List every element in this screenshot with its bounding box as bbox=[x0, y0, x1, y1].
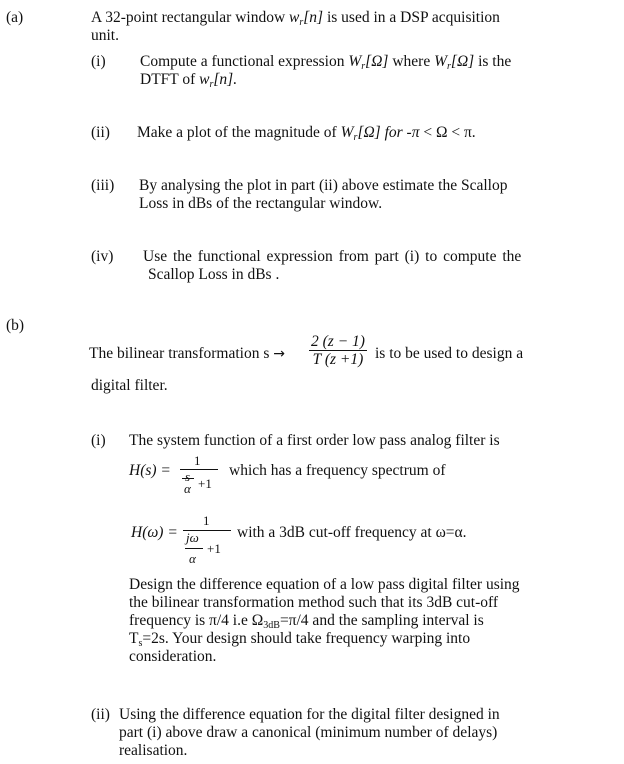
Hw-numerator: 1 bbox=[203, 513, 210, 528]
part-a-intro-line2: unit. bbox=[91, 27, 119, 44]
part-a-item-ii-text bbox=[137, 124, 476, 147]
part-a-intro-line1 bbox=[91, 9, 500, 32]
W-symbol: W bbox=[340, 124, 354, 141]
part-b-item-ii-num: (ii) bbox=[91, 706, 110, 723]
text: where bbox=[388, 53, 435, 70]
Hw-plus: +1 bbox=[207, 541, 221, 556]
Hw-inner-bar bbox=[185, 548, 203, 549]
w-sub: r bbox=[209, 79, 214, 90]
bilinear-line1-pre bbox=[89, 345, 285, 363]
part-a-intro-var: w bbox=[289, 9, 300, 26]
w-var: w bbox=[199, 71, 210, 88]
design-line5: consideration. bbox=[129, 648, 217, 665]
part-a-item-iii-line2: Loss in dBs of the rectangular window. bbox=[139, 195, 383, 212]
text: T bbox=[129, 630, 139, 647]
text: =2s. Your design should take frequency warping into bbox=[142, 630, 471, 647]
Hs-label: H(s) = bbox=[129, 462, 171, 479]
part-a-item-iii-line1: By analysing the plot in part (ii) above estimate the Scallop bbox=[139, 177, 508, 194]
design-line2: the bilinear transformation method such that its 3dB cut-off bbox=[129, 594, 499, 611]
W-sub: r bbox=[353, 132, 358, 143]
Hs-den-top: s bbox=[185, 469, 191, 484]
Hw-label: H(ω) = bbox=[131, 524, 178, 541]
W-sub: r bbox=[361, 61, 366, 72]
W-arg: [Ω] for -π bbox=[357, 124, 420, 141]
Hw-den-top: jω bbox=[186, 530, 199, 545]
Hs-numerator: 1 bbox=[194, 453, 201, 468]
part-a-item-iv-line2: Scallop Loss in dBs . bbox=[148, 266, 280, 283]
Hs-post: which has a frequency spectrum of bbox=[229, 462, 446, 479]
Hw-fraction bbox=[183, 512, 233, 570]
W-arg: [Ω] bbox=[365, 53, 389, 70]
Hs-inner-bar bbox=[182, 478, 194, 479]
part-a-item-i-line2 bbox=[140, 71, 237, 94]
bilinear-numerator: 2 (z − 1) bbox=[311, 333, 365, 350]
part-a-intro-text-post: is used in a DSP acquisition bbox=[323, 9, 500, 26]
w-arg: [n]. bbox=[213, 71, 238, 88]
part-b-label: (b) bbox=[6, 317, 25, 334]
bilinear-line2: digital filter. bbox=[91, 377, 168, 394]
Hs-plus: +1 bbox=[198, 476, 212, 491]
part-a-item-iii-num: (iii) bbox=[91, 177, 115, 194]
part-b-item-i-num: (i) bbox=[91, 432, 106, 449]
text: DTFT of bbox=[140, 71, 200, 88]
Hw-post: with a 3dB cut-off frequency at ω=α. bbox=[237, 524, 467, 541]
bilinear-denominator: T (z +1) bbox=[312, 351, 364, 368]
omega-sub: 3dB bbox=[263, 620, 280, 631]
arrow-icon: → bbox=[273, 346, 285, 362]
text: The bilinear transformation s bbox=[89, 345, 270, 362]
part-a-intro-var-sub: r bbox=[299, 17, 304, 28]
bilinear-line1-post: is to be used to design a bbox=[375, 345, 524, 362]
part-a-item-iv-num: (iv) bbox=[91, 248, 114, 265]
part-b-item-i-line1: The system function of a first order low pass analog filter is bbox=[129, 432, 500, 449]
part-a-item-i-num: (i) bbox=[91, 53, 106, 70]
part-b-item-ii-line3: realisation. bbox=[119, 742, 188, 759]
design-line1: Design the difference equation of a low pass digital filter using bbox=[129, 576, 520, 593]
W-arg: [Ω] bbox=[450, 53, 475, 70]
text: is the bbox=[474, 53, 512, 70]
bilinear-fraction bbox=[309, 333, 367, 368]
W-symbol: W bbox=[348, 53, 362, 70]
text: Compute a functional expression bbox=[140, 53, 349, 70]
text: =π/4 and the sampling interval is bbox=[279, 612, 484, 629]
Hs-fraction bbox=[180, 452, 220, 500]
part-b-item-ii-line2: part (i) above draw a canonical (minimum number of delays) bbox=[119, 724, 498, 741]
part-a-label: (a) bbox=[6, 9, 24, 26]
text: < Ω < π. bbox=[419, 124, 476, 141]
part-a-intro-text: A 32-point rectangular window bbox=[91, 9, 290, 26]
part-a-item-iv-line1: Use the functional expression from part (i) to compute the bbox=[143, 248, 522, 265]
Hs-den-bottom: α bbox=[184, 481, 191, 496]
Ts-sub: s bbox=[138, 638, 143, 649]
part-b-item-ii-line1: Using the difference equation for the digital filter designed in bbox=[119, 706, 500, 723]
W-sub: r bbox=[447, 61, 451, 72]
text: Make a plot of the magnitude of bbox=[137, 124, 341, 141]
Hw-den-bottom: α bbox=[189, 551, 196, 566]
text: frequency is π/4 i.e Ω bbox=[129, 612, 264, 629]
part-a-item-ii-num: (ii) bbox=[91, 124, 110, 141]
bilinear-frac bbox=[309, 333, 367, 368]
part-a-intro-var-arg: [n] bbox=[303, 9, 324, 26]
W-symbol: W bbox=[434, 53, 447, 70]
